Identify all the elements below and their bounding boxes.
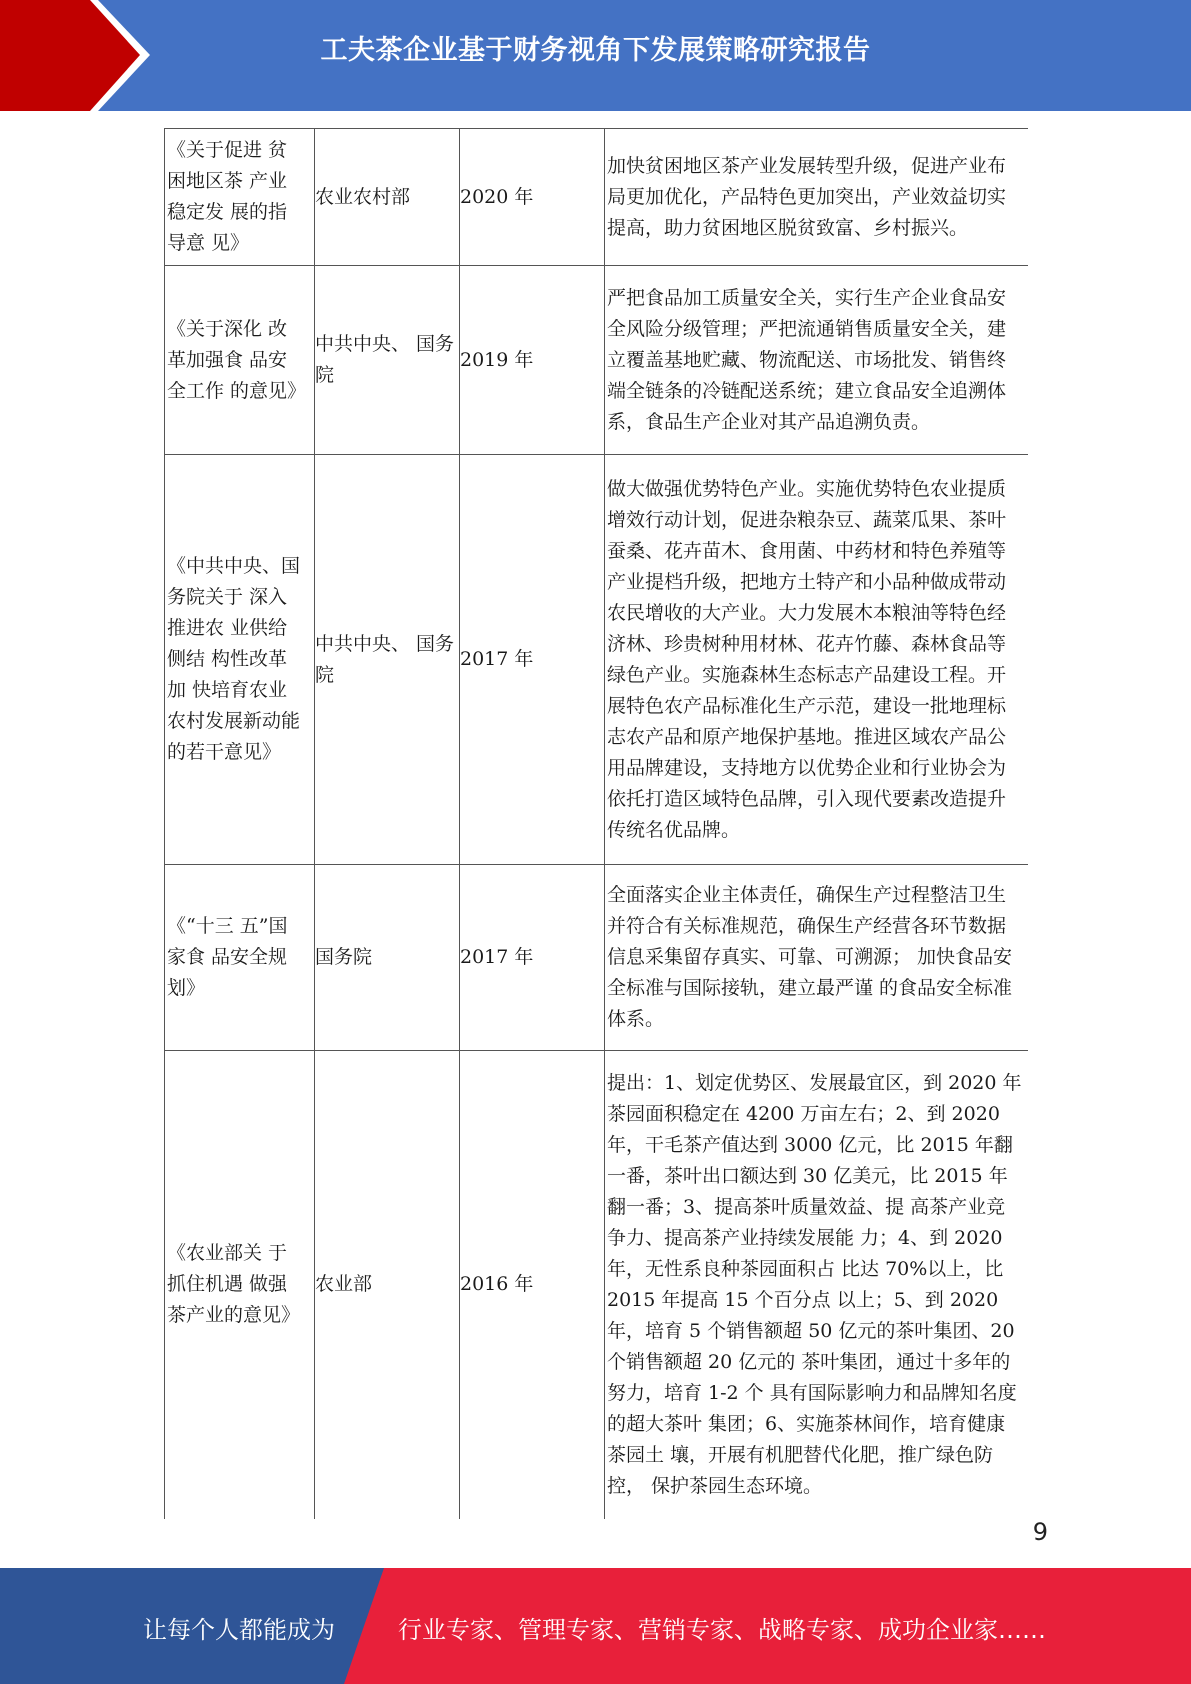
year-cell: 2016 年	[460, 1051, 605, 1519]
content-cell: 提出：1、划定优势区、发展最宜区，到 2020 年茶园面积稳定在 4200 万亩左右；2、到 2020 年，干毛茶产值达到 3000 亿元，比 2015 年翻一番，茶叶出口额达到 30 亿美元，比 2015 年翻一番；3、提高茶叶质量效益、提 高茶产业竞争力、提高茶产业持续发展能 力；4、到 2020 年，无性系良种茶园面积占 比达 70%以上，比 2015 年提高 15 个百分点 以上；5、到 2020 年，培育 5 个销售额超 50 亿元的茶叶集团、20 个销售额超 20 亿元的 茶叶集团，通过十多年的努力，培育 1-2 个 具有国际影响力和品牌知名度的超大茶叶 集团；6、实施茶林间作，培育健康茶园土 壤，开展有机肥替代化肥，推广绿色防控， 保护茶园生态环境。	[605, 1051, 1028, 1519]
issuer-cell: 国务院	[315, 865, 460, 1051]
content-cell: 做大做强优势特色产业。实施优势特色农业提质增效行动计划，促进杂粮杂豆、蔬菜瓜果、茶叶蚕桑、花卉苗木、食用菌、中药材和特色养殖等产业提档升级，把地方土特产和小品种做成带动农民增收的大产业。大力发展木本粮油等特色经济林、珍贵树种用材林、花卉竹藤、森林食品等绿色产业。实施森林生态标志产品建设工程。开展特色农产品标准化生产示范，建设一批地理标志农产品和原产地保护基地。推进区域农产品公用品牌建设，支持地方以优势企业和行业协会为依托打造区域特色品牌，引入现代要素改造提升传统名优品牌。	[605, 455, 1028, 865]
issuer-cell: 农业部	[315, 1051, 460, 1519]
year-cell: 2017 年	[460, 865, 605, 1051]
page-footer	[0, 1568, 1191, 1684]
issuer-cell: 中共中央、 国务院	[315, 266, 460, 455]
page-header	[0, 0, 1191, 111]
table-row	[165, 865, 1028, 1051]
page-title: 工夫茶企业基于财务视角下发展策略研究报告	[320, 35, 871, 66]
page-number: 9	[1032, 1518, 1048, 1546]
table-row	[165, 455, 1028, 865]
policy-table	[164, 128, 1027, 1519]
table-row	[165, 129, 1028, 266]
issuer-cell: 农业农村部	[315, 129, 460, 266]
content-cell: 全面落实企业主体责任，确保生产过程整洁卫生并符合有关标准规范，确保生产经营各环节数据信息采集留存真实、可靠、可溯源； 加快食品安全标准与国际接轨，建立最严谨 的食品安全标准体系。	[605, 865, 1028, 1051]
issuer-cell: 中共中央、 国务院	[315, 455, 460, 865]
footer-slogan-right: 行业专家、管理专家、营销专家、战略专家、成功企业家……	[398, 1616, 1046, 1644]
year-cell: 2017 年	[460, 455, 605, 865]
policy-name-cell: 《“十三 五”国家食 品安全规划》	[165, 865, 315, 1051]
table-row	[165, 266, 1028, 455]
content-cell: 加快贫困地区茶产业发展转型升级，促进产业布局更加优化，产品特色更加突出，产业效益切实提高，助力贫困地区脱贫致富、乡村振兴。	[605, 129, 1028, 266]
policy-name-cell: 《农业部关 于抓住机遇 做强茶产业的意见》	[165, 1051, 315, 1519]
table-row	[165, 1051, 1028, 1519]
footer-slogan-left: 让每个人都能成为	[143, 1616, 335, 1644]
policy-name-cell: 《中共中央、国务院关于 深入推进农 业供给侧结 构性改革加 快培育农业 农村发展新动能的若干意见》	[165, 455, 315, 865]
year-cell: 2020 年	[460, 129, 605, 266]
content-cell: 严把食品加工质量安全关，实行生产企业食品安全风险分级管理；严把流通销售质量安全关，建立覆盖基地贮藏、物流配送、市场批发、销售终端全链条的冷链配送系统；建立食品安全追溯体系，食品生产企业对其产品追溯负责。	[605, 266, 1028, 455]
policy-name-cell: 《关于深化 改革加强食 品安全工作 的意见》	[165, 266, 315, 455]
year-cell: 2019 年	[460, 266, 605, 455]
policy-name-cell: 《关于促进 贫困地区茶 产业稳定发 展的指导意 见》	[165, 129, 315, 266]
